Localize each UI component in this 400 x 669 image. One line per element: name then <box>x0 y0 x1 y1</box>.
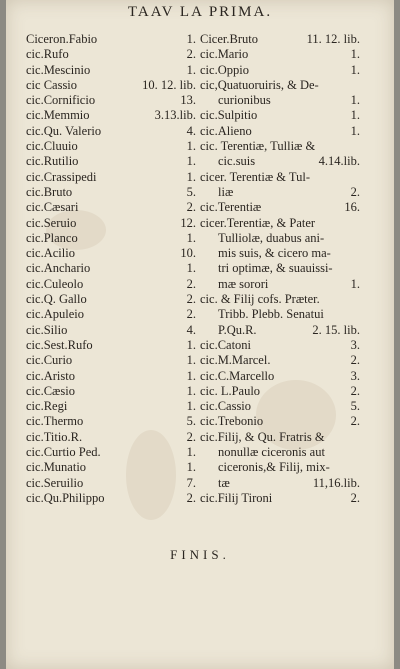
letter-count: 2. <box>186 490 196 505</box>
recipient-name: cic.Cluuio <box>26 139 78 154</box>
recipient-name: cic.Q. Gallo <box>26 292 87 307</box>
index-row <box>26 369 196 384</box>
right-column <box>200 32 360 506</box>
index-row <box>26 476 196 491</box>
letter-count: 1. <box>186 169 196 184</box>
index-row <box>26 445 196 460</box>
index-row <box>200 246 360 261</box>
letter-count: 1. <box>350 108 360 123</box>
index-row <box>200 261 360 276</box>
recipient-name: liæ <box>218 184 234 199</box>
index-row <box>200 491 360 506</box>
letter-count: 1. <box>186 32 196 46</box>
recipient-name: cic. & Filij cofs. Præter. <box>200 292 320 307</box>
letter-count: 5. <box>350 399 360 414</box>
recipient-name: cic.Cassio <box>200 399 252 414</box>
letter-count: 1. <box>186 460 196 475</box>
index-row <box>200 430 360 445</box>
index-row <box>200 445 360 460</box>
letter-count: 1. <box>186 261 196 276</box>
letter-count: 1. <box>186 368 196 383</box>
index-row <box>26 216 196 231</box>
recipient-name: cic.Sest.Rufo <box>26 337 93 352</box>
recipient-name: mis suis, & cicero ma- <box>218 246 331 261</box>
recipient-name: cic.Thermo <box>26 414 84 429</box>
recipient-name: cic.Terentiæ <box>200 200 262 215</box>
recipient-name: cic.Regi <box>26 399 68 414</box>
recipient-name: cic.Crassipedi <box>26 169 97 184</box>
index-row <box>26 32 196 47</box>
index-row <box>200 399 360 414</box>
page-title: TAAV LA PRIMA. <box>127 4 273 20</box>
letter-count: 2. 15. lib. <box>312 322 360 337</box>
index-row <box>26 93 196 108</box>
recipient-name: cic.Cæsari <box>26 200 79 215</box>
index-row <box>26 460 196 475</box>
index-row <box>200 231 360 246</box>
letter-count: 1. <box>186 353 196 368</box>
index-row <box>26 491 196 506</box>
index-row <box>200 32 360 47</box>
index-row <box>200 476 360 491</box>
index-row <box>200 139 360 154</box>
index-row <box>200 47 360 62</box>
letter-count: 10. <box>180 246 196 261</box>
letter-count: 1. <box>186 337 196 352</box>
recipient-name: cic.Filij, & Qu. Fratris & <box>200 429 325 444</box>
recipient-name: cic.Acilio <box>26 246 75 261</box>
letter-count: 11,16.lib. <box>312 475 360 490</box>
index-row <box>200 307 360 322</box>
letter-count: 13. <box>180 93 196 108</box>
index-row <box>200 338 360 353</box>
letter-count: 1. <box>350 93 360 108</box>
index-row <box>26 124 196 139</box>
recipient-name: ciceronis,& Filij, mix- <box>218 460 330 475</box>
letter-count: 1. <box>186 154 196 169</box>
recipient-name: cic.Mescinio <box>26 62 91 77</box>
index-row <box>200 108 360 123</box>
recipient-name: cic.Curio <box>26 353 73 368</box>
index-row <box>26 261 196 276</box>
index-row <box>200 63 360 78</box>
index-row <box>26 414 196 429</box>
index-row <box>200 323 360 338</box>
letter-count: 5. <box>186 414 196 429</box>
recipient-name: cic.Apuleio <box>26 307 84 322</box>
letter-count: 5. <box>186 184 196 199</box>
letter-count: 1. <box>186 62 196 77</box>
letter-count: 2. <box>350 353 360 368</box>
recipient-name: cic.Munatio <box>26 460 87 475</box>
recipient-name: cicer. Terentiæ & Tul- <box>200 169 310 184</box>
letter-count: 3. <box>350 337 360 352</box>
letter-count: 2. <box>186 292 196 307</box>
recipient-name: cic.suis <box>218 154 256 169</box>
index-row <box>26 323 196 338</box>
recipient-name: cic.Catoni <box>200 337 252 352</box>
letter-count: 1. <box>350 62 360 77</box>
recipient-name: mæ sorori <box>218 276 269 291</box>
recipient-name: cic.C.Marcello <box>200 368 275 383</box>
letter-count: 1. <box>350 47 360 62</box>
index-row <box>200 460 360 475</box>
recipient-name: cic.Planco <box>26 230 78 245</box>
letter-count: 1. <box>186 445 196 460</box>
letter-count: 3. <box>350 368 360 383</box>
recipient-name: P.Qu.R. <box>218 322 257 337</box>
letter-count: 2. <box>186 429 196 444</box>
letter-count: 2. <box>186 200 196 215</box>
left-column <box>26 32 196 506</box>
recipient-name: cic.Oppio <box>200 62 249 77</box>
index-row <box>26 338 196 353</box>
index-row <box>26 170 196 185</box>
letter-count: 11. 12. lib. <box>306 32 360 46</box>
index-row <box>26 185 196 200</box>
letter-count: 1. <box>186 383 196 398</box>
letter-count: 10. 12. lib. <box>142 77 196 92</box>
index-row <box>26 63 196 78</box>
index-row <box>26 139 196 154</box>
recipient-name: cic.Rufo <box>26 47 69 62</box>
index-row <box>26 292 196 307</box>
recipient-name: Cicer.Bruto <box>200 32 258 46</box>
index-row <box>200 170 360 185</box>
recipient-name: cic.M.Marcel. <box>200 353 271 368</box>
index-row <box>26 277 196 292</box>
index-row <box>26 399 196 414</box>
recipient-name: cic.Alieno <box>200 123 252 138</box>
recipient-name: cic.Silio <box>26 322 68 337</box>
letter-count: 1. <box>350 276 360 291</box>
recipient-name: tæ <box>218 475 230 490</box>
index-row <box>200 292 360 307</box>
index-row <box>200 414 360 429</box>
recipient-name: cic. L.Paulo <box>200 383 261 398</box>
letter-count: 3.13.lib. <box>154 108 196 123</box>
index-row <box>200 78 360 93</box>
index-row <box>200 200 360 215</box>
recipient-name: Tribb. Plebb. Senatui <box>218 307 324 322</box>
recipient-name: cic Cassio <box>26 77 78 92</box>
recipient-name: cic.Anchario <box>26 261 91 276</box>
letter-count: 2. <box>350 383 360 398</box>
recipient-name: cic,Quatuoruiris, & De- <box>200 77 319 92</box>
index-row <box>200 154 360 169</box>
recipient-name: cic.Filij Tironi <box>200 490 273 505</box>
index-row <box>26 200 196 215</box>
index-row <box>26 384 196 399</box>
letter-count: 2. <box>350 414 360 429</box>
recipient-name: Ciceron.Fabio <box>26 32 98 46</box>
letter-count: 7. <box>186 475 196 490</box>
index-row <box>26 78 196 93</box>
letter-count: 2. <box>350 490 360 505</box>
recipient-name: cicer.Terentiæ, & Pater <box>200 215 316 230</box>
recipient-name: cic.Mario <box>200 47 249 62</box>
index-row <box>26 307 196 322</box>
letter-count: 2. <box>186 307 196 322</box>
index-row <box>200 216 360 231</box>
finis-footer: FINIS. <box>170 547 230 562</box>
recipient-name: cic. Terentiæ, Tulliæ & <box>200 139 316 154</box>
index-row <box>26 246 196 261</box>
index-row <box>200 124 360 139</box>
letter-count: 2. <box>186 276 196 291</box>
letter-count: 16. <box>344 200 360 215</box>
letter-count: 2. <box>350 184 360 199</box>
recipient-name: Tulliolæ, duabus ani- <box>218 230 325 245</box>
recipient-name: cic.Seruio <box>26 215 77 230</box>
index-row <box>26 430 196 445</box>
recipient-name: cic.Seruilio <box>26 475 84 490</box>
recipient-name: cic.Rutilio <box>26 154 79 169</box>
index-row <box>26 108 196 123</box>
letter-count: 1. <box>186 230 196 245</box>
letter-count: 12. <box>180 215 196 230</box>
index-row <box>26 231 196 246</box>
recipient-name: cic.Curtio Ped. <box>26 445 101 460</box>
recipient-name: cic.Bruto <box>26 184 73 199</box>
letter-count: 4. <box>186 322 196 337</box>
recipient-name: cic.Sulpitio <box>200 108 258 123</box>
index-row <box>26 47 196 62</box>
recipient-name: cic.Qu. Valerio <box>26 123 102 138</box>
letter-count: 2. <box>186 47 196 62</box>
letter-count: 1. <box>350 123 360 138</box>
recipient-name: cic.Aristo <box>26 368 75 383</box>
index-row <box>200 185 360 200</box>
index-row <box>200 353 360 368</box>
recipient-name: cic.Titio.R. <box>26 429 83 444</box>
letter-count: 1. <box>186 399 196 414</box>
recipient-name: cic.Cæsio <box>26 383 75 398</box>
recipient-name: nonullæ ciceronis aut <box>218 445 325 460</box>
recipient-name: cic.Cornificio <box>26 93 96 108</box>
letter-count: 4.14.lib. <box>318 154 360 169</box>
recipient-name: cic.Qu.Philippo <box>26 490 105 505</box>
recipient-name: cic.Memmio <box>26 108 90 123</box>
letter-count: 4. <box>186 123 196 138</box>
index-row <box>200 369 360 384</box>
recipient-name: curionibus <box>218 93 271 108</box>
recipient-name: tri optimæ, & suauissi- <box>218 261 333 276</box>
letter-count: 1. <box>186 139 196 154</box>
index-row <box>200 277 360 292</box>
index-row <box>26 154 196 169</box>
index-row <box>200 93 360 108</box>
recipient-name: cic.Culeolo <box>26 276 84 291</box>
index-row <box>200 384 360 399</box>
index-row <box>26 353 196 368</box>
recipient-name: cic.Trebonio <box>200 414 264 429</box>
